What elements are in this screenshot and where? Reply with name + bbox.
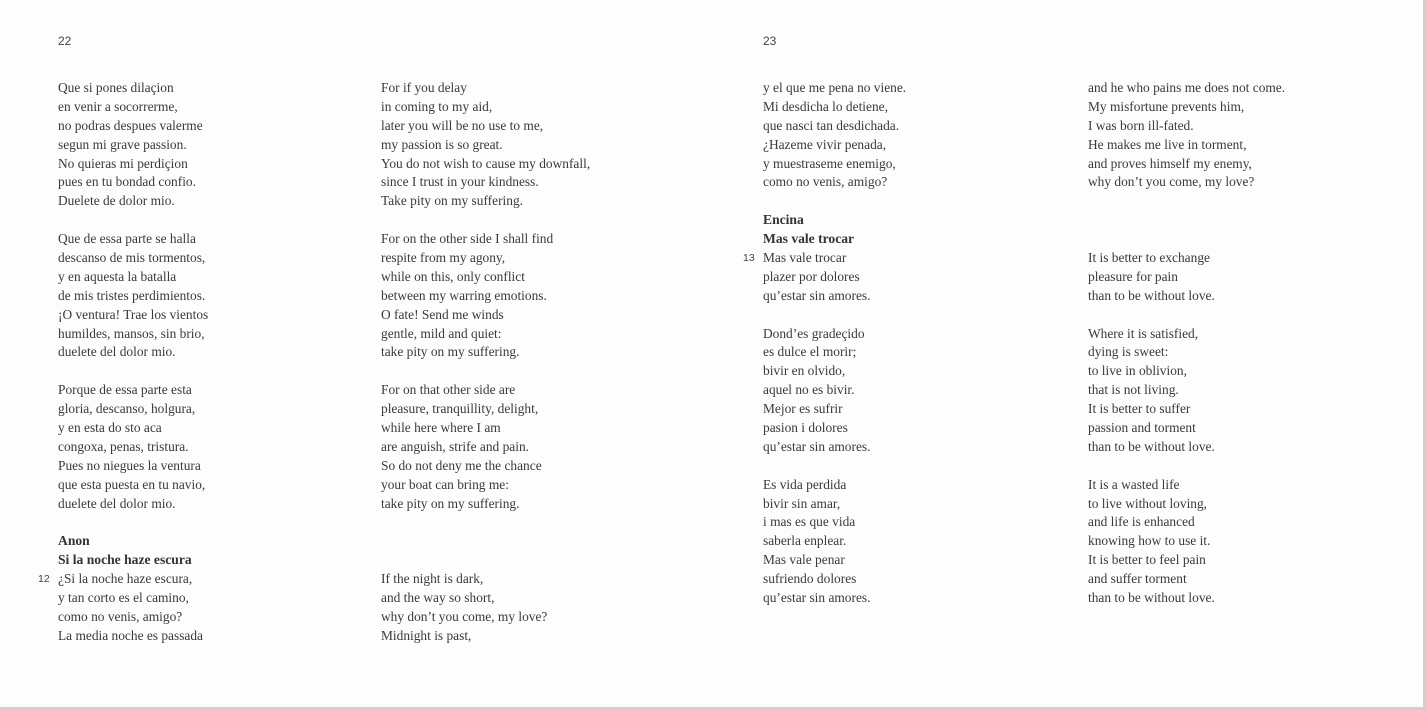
verse-line: to live without loving, [1088, 495, 1208, 511]
verse-line: in coming to my aid, [381, 98, 493, 114]
track-number: 12 [38, 573, 50, 586]
verse-line: For on that other side are [381, 382, 516, 398]
stanza [1088, 325, 1388, 457]
verse-line: pleasure, tranquillity, delight, [381, 401, 539, 417]
verse-line: plazer por dolores [763, 268, 860, 284]
verse-line: your boat can bring me: [381, 476, 509, 492]
verse-line: que esta puesta en tu navio, [58, 476, 206, 492]
song-title: Si la noche haze escura [58, 552, 192, 568]
verse-line: congoxa, penas, tristura. [58, 438, 189, 454]
heading-spacer [1088, 230, 1388, 249]
verse-line: than to be without love. [1088, 287, 1215, 303]
verse-line: sufriendo dolores [763, 571, 857, 587]
verse-line: For if you delay [381, 80, 467, 95]
stanza [1088, 79, 1388, 192]
verse-line: y tan corto es el camino, [58, 590, 189, 606]
verse-line: It is a wasted life [1088, 476, 1180, 492]
verse-line: to live in oblivion, [1088, 363, 1187, 379]
stanza [381, 230, 681, 362]
verse-line: saberla enplear. [763, 533, 847, 549]
verse-line: Que si pones dilaçion [58, 80, 174, 95]
verse-line: than to be without love. [1088, 438, 1215, 454]
verse-line: while here where I am [381, 420, 501, 436]
right-spanish-column [743, 79, 1063, 627]
verse-line: Pues no niegues la ventura [58, 457, 201, 473]
verse-line: than to be without love. [1088, 590, 1215, 606]
verse-line: take pity on my suffering. [381, 495, 520, 511]
verse-line: qu’estar sin amores. [763, 287, 871, 303]
stanza [381, 381, 681, 513]
song-composer: Encina [763, 212, 804, 228]
verse-line: Mas vale trocar [763, 250, 847, 266]
verse-line: and life is enhanced [1088, 514, 1195, 530]
verse-line: como no venis, amigo? [763, 174, 888, 190]
verse-line: are anguish, strife and pain. [381, 438, 529, 454]
verse-line: why don’t you come, my love? [1088, 174, 1255, 190]
verse-line: duelete del dolor mio. [58, 344, 176, 360]
verse-line: and he who pains me does not come. [1088, 80, 1286, 95]
verse-line: For on the other side I shall find [381, 231, 554, 247]
verse-line: bivir en olvido, [763, 363, 846, 379]
left-english-column [381, 79, 681, 646]
verse-line: duelete del dolor mio. [58, 495, 176, 511]
right-english-column [1088, 79, 1388, 627]
stanza [1088, 476, 1388, 608]
stanza [743, 249, 1063, 306]
heading-spacer [381, 532, 681, 551]
verse-line: take pity on my suffering. [381, 344, 520, 360]
verse-line: que nasci tan desdichada. [763, 117, 900, 133]
verse-line: passion and torment [1088, 420, 1196, 436]
stanza [58, 79, 358, 211]
verse-line: why don’t you come, my love? [381, 608, 548, 624]
verse-line: no podras despues valerme [58, 117, 203, 133]
verse-line: knowing how to use it. [1088, 533, 1211, 549]
verse-line: between my warring emotions. [381, 287, 547, 303]
verse-line: pasion i dolores [763, 420, 848, 436]
song-title: Mas vale trocar [763, 231, 855, 247]
verse-line: qu’estar sin amores. [763, 590, 871, 606]
verse-line: No quieras mi perdiçion [58, 155, 188, 171]
verse-line: Take pity on my suffering. [381, 193, 523, 209]
verse-line: Midnight is past, [381, 627, 472, 643]
verse-line: It is better to exchange [1088, 250, 1210, 266]
stanza [58, 381, 358, 513]
verse-line: He makes me live in torment, [1088, 136, 1247, 152]
stanza [58, 230, 358, 362]
verse-line: and the way so short, [381, 590, 495, 606]
verse-line: humildes, mansos, sin brio, [58, 325, 205, 341]
verse-line: my passion is so great. [381, 136, 503, 152]
verse-line: y en esta do sto aca [58, 420, 162, 436]
song-verse [38, 570, 358, 646]
verse-line: You do not wish to cause my downfall, [381, 155, 591, 171]
verse-line: i mas es que vida [763, 514, 856, 530]
verse-line: O fate! Send me winds [381, 306, 504, 322]
verse-line: es dulce el morir; [763, 344, 857, 360]
verse-line: gentle, mild and quiet: [381, 325, 502, 341]
verse-line: y el que me pena no viene. [763, 80, 907, 95]
verse-line: So do not deny me the chance [381, 457, 542, 473]
verse-line: Where it is satisfied, [1088, 325, 1199, 341]
verse-line: Es vida perdida [763, 476, 847, 492]
verse-line: Que de essa parte se halla [58, 231, 196, 247]
verse-line: Duelete de dolor mio. [58, 193, 175, 209]
verse-line: pues en tu bondad confio. [58, 174, 196, 190]
verse-line: Mas vale penar [763, 552, 845, 568]
song-composer: Anon [58, 533, 90, 549]
verse-line: aquel no es bivir. [763, 382, 855, 398]
song-verse [381, 570, 681, 646]
verse-line: since I trust in your kindness. [381, 174, 539, 190]
verse-line: pleasure for pain [1088, 268, 1178, 284]
left-spanish-column [38, 79, 358, 646]
verse-line: dying is sweet: [1088, 344, 1169, 360]
page-number-right: 23 [763, 34, 777, 48]
verse-line: y en aquesta la batalla [58, 268, 177, 284]
stanza [763, 79, 1063, 192]
verse-line: Dond’es gradeçido [763, 325, 865, 341]
stanza [763, 325, 1063, 457]
track-number: 13 [743, 252, 755, 265]
verse-line: I was born ill-fated. [1088, 117, 1194, 133]
verse-line: If the night is dark, [381, 571, 484, 587]
heading-spacer [1088, 211, 1388, 230]
verse-line: It is better to feel pain [1088, 552, 1206, 568]
verse-line: Mejor es sufrir [763, 401, 843, 417]
verse-line: and proves himself my enemy, [1088, 155, 1252, 171]
verse-line: My misfortune prevents him, [1088, 98, 1245, 114]
verse-line: ¿Hazeme vivir penada, [763, 136, 887, 152]
verse-line: Mi desdicha lo detiene, [763, 98, 888, 114]
verse-line: La media noche es passada [58, 627, 204, 643]
verse-line: respite from my agony, [381, 250, 506, 266]
verse-line: de mis tristes perdimientos. [58, 287, 206, 303]
verse-line: ¿Si la noche haze escura, [58, 571, 193, 587]
verse-line: bivir sin amar, [763, 495, 841, 511]
page-number-left: 22 [58, 34, 72, 48]
verse-line: Porque de essa parte esta [58, 382, 192, 398]
verse-line: ¡O ventura! Trae los vientos [58, 306, 209, 322]
stanza [1088, 249, 1388, 306]
verse-line: segun mi grave passion. [58, 136, 187, 152]
verse-line: It is better to suffer [1088, 401, 1191, 417]
verse-line: y muestraseme enemigo, [763, 155, 896, 171]
stanza [763, 476, 1063, 608]
verse-line: while on this, only conflict [381, 268, 525, 284]
verse-line: como no venis, amigo? [58, 608, 183, 624]
verse-line: qu’estar sin amores. [763, 438, 871, 454]
verse-line: that is not living. [1088, 382, 1179, 398]
verse-line: en venir a socorrerme, [58, 98, 178, 114]
verse-line: later you will be no use to me, [381, 117, 544, 133]
verse-line: descanso de mis tormentos, [58, 250, 206, 266]
verse-line: and suffer torment [1088, 571, 1187, 587]
stanza [381, 79, 681, 211]
heading-spacer [381, 551, 681, 570]
verse-line: gloria, descanso, holgura, [58, 401, 196, 417]
